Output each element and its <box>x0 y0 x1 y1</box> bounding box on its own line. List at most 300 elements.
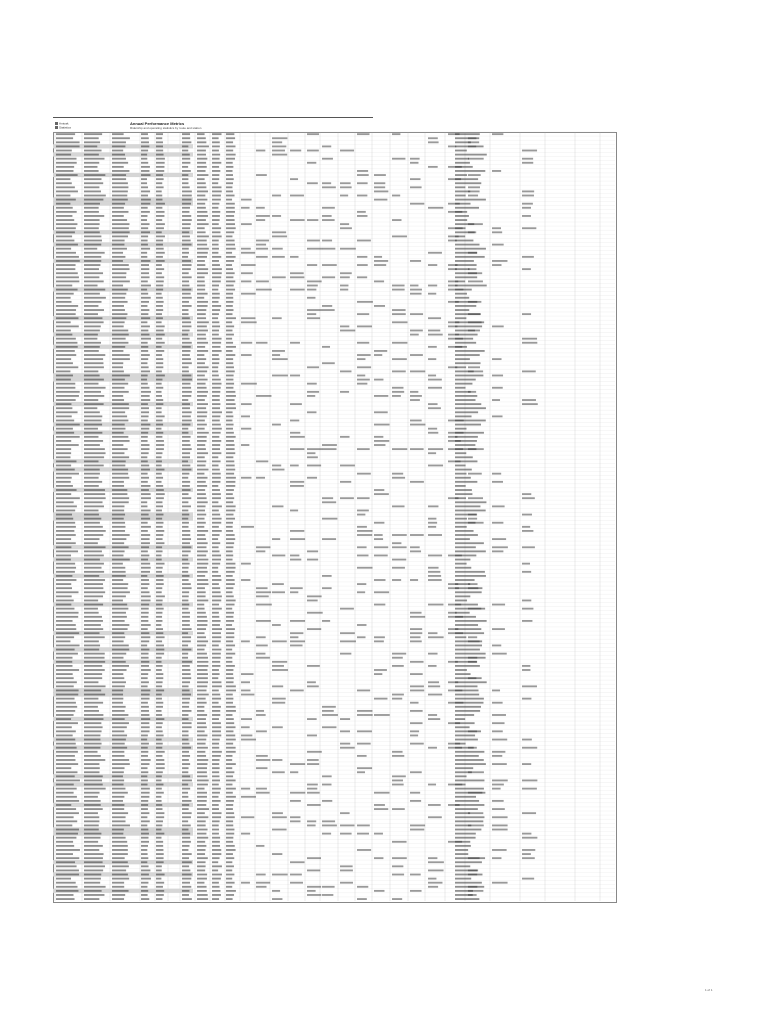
cell-text <box>141 170 149 172</box>
cell-text <box>156 583 164 585</box>
cell-text <box>182 399 188 401</box>
cell-text <box>182 857 189 859</box>
cell-text <box>455 559 470 561</box>
cell-text <box>141 362 147 364</box>
cell-text <box>197 624 207 626</box>
cell-text <box>182 268 191 270</box>
cell-text <box>156 874 165 876</box>
cell-text <box>84 252 105 254</box>
cell-text <box>141 387 149 389</box>
cell-text <box>197 297 204 299</box>
cell-text <box>455 321 484 323</box>
cell-text <box>84 763 99 765</box>
cell-text <box>212 366 218 368</box>
cell-text <box>256 244 266 246</box>
cell-text <box>182 424 190 426</box>
cell-text <box>212 550 219 552</box>
cell-text <box>197 440 207 442</box>
cell-text <box>197 563 208 565</box>
cell-text <box>84 182 103 184</box>
cell-text <box>156 280 164 282</box>
cell-text <box>156 186 164 188</box>
cell-text <box>226 657 232 659</box>
cell-text <box>112 448 128 450</box>
cell-text <box>340 370 351 372</box>
cell-text <box>256 657 270 659</box>
cell-text <box>256 248 268 250</box>
cell-text <box>307 763 319 765</box>
cell-text <box>112 829 124 831</box>
cell-text <box>141 375 148 377</box>
cell-text <box>212 178 219 180</box>
cell-text <box>156 354 162 356</box>
cell-text <box>455 399 476 401</box>
cell-text <box>156 150 163 152</box>
cell-text <box>455 522 475 524</box>
cell-text <box>392 874 404 876</box>
cell-text <box>322 207 335 209</box>
cell-text <box>84 542 98 544</box>
cell-text <box>410 702 419 704</box>
cell-text <box>272 276 286 278</box>
cell-text <box>455 747 474 749</box>
cell-text <box>141 816 147 818</box>
cell-text <box>374 714 390 716</box>
cell-text <box>455 550 486 552</box>
cell-text <box>455 231 475 233</box>
cell-text <box>156 694 162 696</box>
cell-text <box>374 792 389 794</box>
cell-text <box>455 595 470 597</box>
cell-text <box>226 583 235 585</box>
cell-text <box>340 812 350 814</box>
cell-text <box>290 178 298 180</box>
cell-text <box>226 460 234 462</box>
cell-text <box>56 530 74 532</box>
cell-text <box>56 518 73 520</box>
cell-text <box>212 285 219 287</box>
cell-text <box>290 150 301 152</box>
cell-text <box>212 735 221 737</box>
cell-text <box>290 690 304 692</box>
cell-text <box>212 182 218 184</box>
cell-text <box>112 133 124 135</box>
cell-text <box>455 628 481 630</box>
cell-text <box>492 227 501 229</box>
cell-text <box>226 235 232 237</box>
cell-text <box>226 837 233 839</box>
cell-text <box>84 440 103 442</box>
cell-text <box>156 244 163 246</box>
cell-text <box>112 256 125 258</box>
cell-text <box>212 767 220 769</box>
cell-text <box>112 383 128 385</box>
cell-text <box>290 816 300 818</box>
cell-text <box>112 501 129 503</box>
cell-text <box>112 698 123 700</box>
cell-text <box>241 526 254 528</box>
cell-text <box>112 661 126 663</box>
cell-text <box>212 497 221 499</box>
cell-text <box>468 812 483 814</box>
cell-text <box>307 411 316 413</box>
cell-text <box>226 595 234 597</box>
cell-text <box>182 563 190 565</box>
cell-text <box>428 407 441 409</box>
cell-text <box>197 698 206 700</box>
cell-text <box>56 150 72 152</box>
cell-text <box>84 837 101 839</box>
cell-text <box>307 825 316 827</box>
cell-text <box>84 207 99 209</box>
cell-text <box>141 890 148 892</box>
cell-text <box>182 604 189 606</box>
cell-text <box>141 325 150 327</box>
cell-text <box>357 366 371 368</box>
cell-text <box>156 522 163 524</box>
cell-text <box>455 841 470 843</box>
cell-text <box>141 235 148 237</box>
cell-text <box>156 399 163 401</box>
cell-text <box>212 465 218 467</box>
cell-text <box>197 448 206 450</box>
cell-text <box>522 571 531 573</box>
cell-text <box>455 186 465 188</box>
cell-text <box>428 604 443 606</box>
cell-text <box>226 645 235 647</box>
cell-text <box>357 514 365 516</box>
cell-text <box>340 289 348 291</box>
cell-text <box>141 804 148 806</box>
cell-text <box>212 473 221 475</box>
cell-text <box>340 465 355 467</box>
cell-text <box>156 334 165 336</box>
cell-text <box>197 162 206 164</box>
cell-text <box>522 370 536 372</box>
cell-text <box>112 166 124 168</box>
cell-text <box>290 636 298 638</box>
cell-text <box>156 330 164 332</box>
cell-text <box>522 215 531 217</box>
cell-text <box>141 411 149 413</box>
cell-text <box>84 849 99 851</box>
cell-text <box>455 240 473 242</box>
cell-text <box>141 694 150 696</box>
cell-text <box>141 780 148 782</box>
cell-text <box>56 726 72 728</box>
cell-text <box>197 424 207 426</box>
cell-text <box>182 395 191 397</box>
cell-text <box>212 808 219 810</box>
cell-text <box>197 816 208 818</box>
cell-text <box>212 555 221 557</box>
cell-text <box>182 865 189 867</box>
cell-text <box>141 248 150 250</box>
cell-text <box>197 808 209 810</box>
cell-text <box>197 346 205 348</box>
cell-text <box>112 542 124 544</box>
cell-text <box>410 534 424 536</box>
cell-text <box>272 424 281 426</box>
cell-text <box>272 145 286 147</box>
cell-text <box>322 497 333 499</box>
cell-text <box>112 865 129 867</box>
cell-text <box>241 640 250 642</box>
cell-text <box>226 219 235 221</box>
cell-text <box>182 346 191 348</box>
cell-text <box>84 747 100 749</box>
cell-text <box>56 207 73 209</box>
cell-text <box>141 317 150 319</box>
cell-text <box>56 604 71 606</box>
cell-text <box>56 399 76 401</box>
cell-text <box>141 268 149 270</box>
cell-text <box>56 334 72 336</box>
cell-text <box>56 775 75 777</box>
cell-text <box>492 546 508 548</box>
cell-text <box>182 796 188 798</box>
cell-text <box>156 677 163 679</box>
cell-text <box>410 178 420 180</box>
cell-text <box>226 375 234 377</box>
cell-text <box>322 309 335 311</box>
cell-text <box>112 620 125 622</box>
cell-text <box>226 231 234 233</box>
cell-text <box>182 366 189 368</box>
cell-text <box>340 195 348 197</box>
cell-text <box>182 301 189 303</box>
cell-text <box>357 833 369 835</box>
cell-text <box>428 747 437 749</box>
cell-text <box>141 796 149 798</box>
cell-text <box>241 415 250 417</box>
cell-text <box>182 411 192 413</box>
cell-text <box>56 403 71 405</box>
cell-text <box>182 542 190 544</box>
cell-text <box>212 354 219 356</box>
cell-text <box>226 669 233 671</box>
cell-text <box>156 133 163 135</box>
cell-text <box>340 825 354 827</box>
cell-text <box>522 203 533 205</box>
cell-text <box>226 616 233 618</box>
cell-text <box>357 133 369 135</box>
cell-text <box>241 383 257 385</box>
cell-text <box>290 792 305 794</box>
cell-text <box>182 460 188 462</box>
cell-text <box>212 145 220 147</box>
cell-text <box>455 775 467 777</box>
cell-text <box>156 154 164 156</box>
cell-text <box>212 861 218 863</box>
cell-text <box>156 550 163 552</box>
cell-text <box>156 743 163 745</box>
cell-text <box>182 620 190 622</box>
cell-text <box>226 878 232 880</box>
cell-text <box>84 473 100 475</box>
cell-text <box>112 747 127 749</box>
cell-text <box>212 452 221 454</box>
cell-text <box>272 150 285 152</box>
cell-text <box>374 857 383 859</box>
cell-text <box>56 186 75 188</box>
cell-text <box>156 313 162 315</box>
cell-text <box>197 522 206 524</box>
cell-text <box>322 158 333 160</box>
cell-text <box>156 231 162 233</box>
cell-text <box>226 600 236 602</box>
cell-text <box>156 325 165 327</box>
cell-text <box>212 150 219 152</box>
cell-text <box>374 350 387 352</box>
cell-text <box>374 640 384 642</box>
cell-text <box>226 722 234 724</box>
cell-text <box>84 215 104 217</box>
cell-text <box>226 354 235 356</box>
cell-text <box>322 448 337 450</box>
cell-text <box>84 645 100 647</box>
cell-text <box>112 788 125 790</box>
cell-text <box>492 849 507 851</box>
cell-text <box>197 481 206 483</box>
cell-text <box>272 898 282 900</box>
cell-text <box>272 505 283 507</box>
cell-text <box>84 522 100 524</box>
cell-text <box>56 628 76 630</box>
cell-text <box>56 256 79 258</box>
cell-text <box>84 583 103 585</box>
cell-text <box>428 816 442 818</box>
cell-text <box>197 792 207 794</box>
cell-text <box>112 739 126 741</box>
cell-text <box>141 330 148 332</box>
cell-text <box>141 739 147 741</box>
cell-text <box>307 784 318 786</box>
cell-text <box>428 534 442 536</box>
cell-text <box>340 743 350 745</box>
cell-text <box>455 465 466 467</box>
cell-text <box>112 260 123 262</box>
cell-text <box>141 542 150 544</box>
cell-text <box>455 182 481 184</box>
cell-text <box>56 199 76 201</box>
cell-text <box>226 358 233 360</box>
cell-text <box>141 620 148 622</box>
cell-text <box>374 256 382 258</box>
cell-text <box>197 141 206 143</box>
cell-text <box>410 293 422 295</box>
cell-text <box>197 870 205 872</box>
cell-text <box>226 321 232 323</box>
cell-text <box>197 252 208 254</box>
cell-text <box>290 530 304 532</box>
cell-text <box>428 317 441 319</box>
cell-text <box>522 399 536 401</box>
cell-text <box>156 559 162 561</box>
cell-text <box>84 804 101 806</box>
cell-text <box>156 174 163 176</box>
cell-text <box>156 444 164 446</box>
cell-text <box>112 325 124 327</box>
cell-text <box>84 771 99 773</box>
cell-text <box>272 669 288 671</box>
cell-text <box>84 415 102 417</box>
cell-text <box>84 894 104 896</box>
cell-text <box>455 289 472 291</box>
cell-text <box>156 505 163 507</box>
cell-text <box>374 264 386 266</box>
cell-text <box>212 440 221 442</box>
cell-text <box>182 833 190 835</box>
cell-text <box>141 726 150 728</box>
cell-text <box>212 186 221 188</box>
cell-text <box>212 792 220 794</box>
cell-text <box>56 514 72 516</box>
cell-text <box>410 330 423 332</box>
cell-text <box>141 591 149 593</box>
cell-text <box>56 493 71 495</box>
cell-text <box>56 583 71 585</box>
cell-text <box>212 350 222 352</box>
cell-text <box>492 387 503 389</box>
cell-text <box>226 620 234 622</box>
cell-text <box>226 690 236 692</box>
cell-text <box>340 653 351 655</box>
cell-text <box>226 853 233 855</box>
cell-text <box>112 440 130 442</box>
cell-text <box>522 763 531 765</box>
cell-text <box>374 186 385 188</box>
cell-text <box>112 174 126 176</box>
cell-text <box>428 575 441 577</box>
cell-text <box>522 546 535 548</box>
cell-text <box>84 788 106 790</box>
cell-text <box>212 591 221 593</box>
cell-text <box>357 174 369 176</box>
cell-text <box>212 211 220 213</box>
cell-text <box>374 199 387 201</box>
cell-text <box>56 309 76 311</box>
cell-text <box>226 411 233 413</box>
cell-text <box>241 796 256 798</box>
cell-text <box>197 636 206 638</box>
cell-text <box>374 804 385 806</box>
cell-text <box>156 681 163 683</box>
cell-text <box>307 313 316 315</box>
cell-text <box>141 559 148 561</box>
cell-text <box>84 677 102 679</box>
cell-text <box>197 784 208 786</box>
cell-text <box>226 743 233 745</box>
cell-text <box>428 207 443 209</box>
cell-text <box>212 358 220 360</box>
cell-text <box>197 571 208 573</box>
cell-text <box>141 677 148 679</box>
cell-text <box>197 166 207 168</box>
cell-text <box>290 510 298 512</box>
cell-text <box>141 865 149 867</box>
cell-text <box>272 358 288 360</box>
cell-text <box>428 141 439 143</box>
cell-text <box>522 600 531 602</box>
cell-text <box>84 898 99 900</box>
cell-text <box>212 375 219 377</box>
cell-text <box>226 325 234 327</box>
cell-text <box>340 186 352 188</box>
cell-text <box>410 829 424 831</box>
cell-text <box>410 550 421 552</box>
cell-text <box>182 280 189 282</box>
